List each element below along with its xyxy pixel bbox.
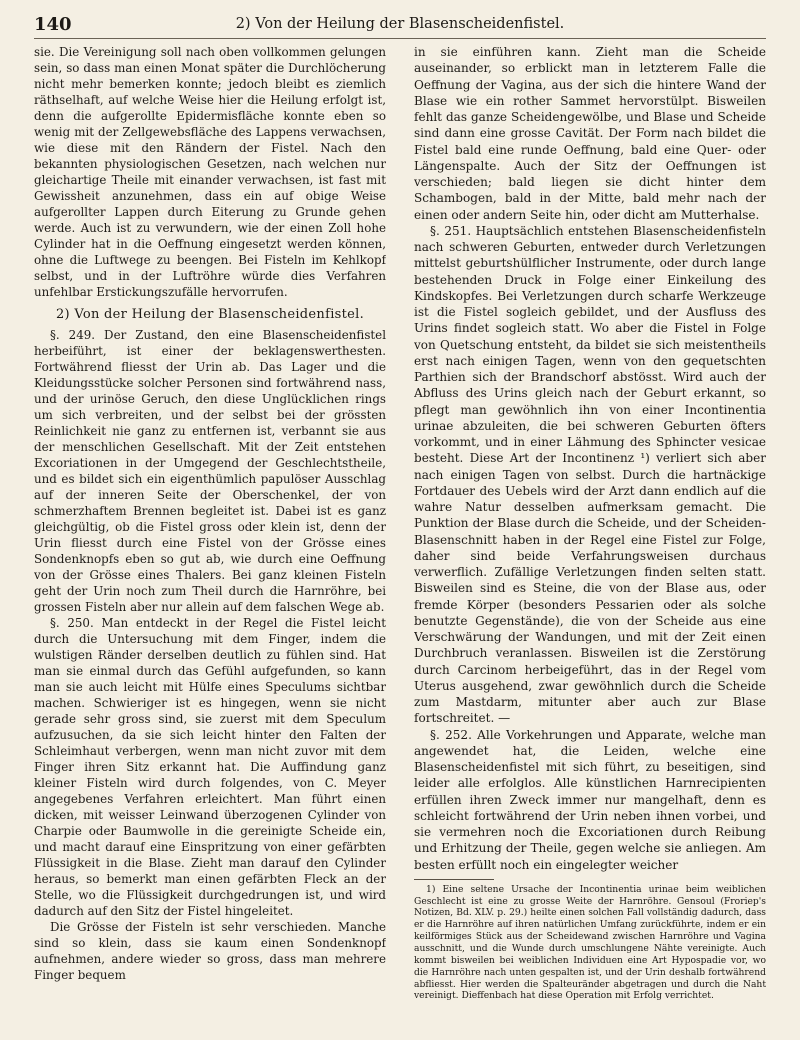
paragraph-251: §. 251. Hauptsächlich entstehen Blasenscheidenfisteln nach schweren Geburten, entweder durch Verletzungen mittelst geburtshülflicher Instrumente, oder durch lange bestehenden Druck in Folge einer Einkeilung des Kindskopfes. Bei Verletzungen durch scharfe Werkzeuge ist die Fistel sogleich gebildet, und der Ausfluss des Urins findet sogleich statt. Wo aber die Fistel in Folge von Quetschung entsteht, da bildet sie sich meistentheils erst nach einigen Tagen, wenn von den gequetschten Parthien sich der Brandschorf abstösst. Wird auch der Abfluss des Urins gleich nach der Geburt erkannt, so pflegt man gewöhnlich ihn von einer Incontinentia urinae abzuleiten, die bei schweren Geburten öfters vorkommt, und in einer Lähmung des Sphincter vesicae besteht. Diese Art der Incontinenz ¹) verliert sich aber nach einigen Tagen von selbst. Durch die hartnäckige Fortdauer des Uebels wird der Arzt dann endlich auf die wahre Natur desselben aufmerksam gemacht. Die Punktion der Blase durch die Scheide, und der Scheiden-Blasenschnitt haben in der Regel eine Fistel zur Folge, daher sind beide Verfahrungsweisen durchaus verwerflich. Zufällige Verletzungen finden selten statt. Bisweilen sind es Steine, die von der Blase aus, oder fremde Körper (besonders Pessarien oder als solche benutzte Gegenstände), die von der Scheide aus eine Verschwärung der Wandungen, und mit der Zeit einen Durchbruch veranlassen. Bisweilen ist die Zerstörung durch Carcinom herbeigeführt, das in der Regel vom Uterus ausgehend, zwar gewöhnlich durch die Scheide zum Mastdarm, mitunter aber auch zur Blase fortschreitet. — bbox=[414, 223, 766, 726]
paragraph-249: §. 249. Der Zustand, den eine Blasenscheidenfistel herbeiführt, ist einer der beklagenswerthesten. Fortwährend fliesst der Urin ab. Das Lager und die Kleidungsstücke solcher Personen sind fortwährend nass, und der urinöse Geruch, den diese Unglücklichen rings um sich verbreiten, und der selbst bei der grössten Reinlichkeit nie ganz zu entfernen ist, verbannt sie aus der menschlichen Gesellschaft. Mit der Zeit entstehen Excoriationen in der Umgegend der Geschlechtstheile, und es bildet sich ein eigenthümlich papulöser Ausschlag auf der inneren Seite der Oberschenkel, der von schmerzhaftem Brennen begleitet ist. Dabei ist es ganz gleichgültig, ob die Fistel gross oder klein ist, denn der Urin fliesst durch eine Fistel von der Grösse eines Sondenknopfs eben so gut ab, wie durch eine Oeffnung von der Grösse eines Thalers. Bei ganz kleinen Fisteln geht der Urin noch zum Theil durch die Harnröhre, bei grossen Fisteln aber nur allein auf dem falschen Wege ab. bbox=[34, 328, 386, 614]
footnote-rule bbox=[414, 879, 494, 880]
right-column bbox=[414, 44, 766, 1026]
page-header bbox=[34, 14, 766, 39]
paragraph-250: §. 250. Man entdeckt in der Regel die Fistel leicht durch die Untersuchung mit dem Finger, indem die wulstigen Ränder derselben deutlich zu fühlen sind. Hat man sie einmal durch das Gefühl aufgefunden, so kann man sie auch leicht mit Hülfe eines Speculums sichtbar machen. Schwieriger ist es hingegen, wenn sie nicht gerade sehr gross sind, sie zuerst mit dem Speculum aufzusuchen, da sie sich leicht hinter den Falten der Schleimhaut verbergen, wenn man nicht zuvor mit dem Finger ihren Sitz erkannt hat. Die Auffindung ganz kleiner Fisteln wird durch folgendes, von C. Meyer angegebenes Verfahren erleichtert. Man führt einen dicken, mit weisser Leinwand überzogenen Cylinder von Charpie oder Baumwolle in die gereinigte Scheide ein, und macht darauf eine Einspritzung von einer gefärbten Flüssigkeit in die Blase. Zieht man darauf den Cylinder heraus, so bemerkt man einen gefärbten Fleck an der Stelle, wo die Flüssigkeit durchgedrungen ist, und wird dadurch auf den Sitz der Fistel hingeleitet. bbox=[34, 616, 386, 918]
paragraph-250-size: Die Grösse der Fisteln ist sehr verschieden. Manche sind so klein, dass sie kaum einen Sondenknopf aufnehmen, andere wieder so gross, dass man mehrere Finger bequem bbox=[34, 920, 386, 982]
paragraph-continuation: sie. Die Vereinigung soll nach oben vollkommen gelungen sein, so dass man einen Monat später die Durchlöcherung nicht mehr bemerken konnte; jedoch bleibt es ziemlich räthselhaft, auf welche Weise hier die Heilung erfolgt ist, denn die aufgerollte Epidermisfläche konnte eben so wenig mit der Zellgewebsfläche des Lappens verwachsen, wie diese mit den Rändern der Fistel. Nach den bekannten physiologischen Gesetzen, nach welchen nur gleichartige Theile mit einander verwachsen, ist fast mit Gewissheit anzunehmen, dass ein auf obige Weise aufgerollter Lappen durch Eiterung zu Grunde gehen werde. Auch ist zu verwundern, wie der einen Zoll hohe Cylinder hat in die Oeffnung eingesetzt werden können, ohne die Luftwege zu beengen. Bei Fisteln im Kehlkopf selbst, und in der Luftröhre würde dies Verfahren unfehlbar Erstickungszufälle hervorrufen. bbox=[34, 45, 386, 299]
text-columns bbox=[34, 44, 766, 1026]
page-number: 140 bbox=[34, 14, 72, 35]
left-column bbox=[34, 44, 386, 1026]
footnote: 1) Eine seltene Ursache der Incontinentia urinae beim weiblichen Geschlecht ist eine zu grosse Weite der Harnröhre. Gensoul (Froriep's Notizen, Bd. XLV. p. 29.) heilte einen solchen Fall vollständig dadurch, dass er die Harnröhre auf ihren natürlichen Umfang zurückführte, indem er ein keilförmiges Stück aus der Scheidewand zwischen Harnröhre und Vagina ausschnitt, und die Wunde durch umschlungene Nähte vereinigte. Auch kommt bisweilen bei weiblichen Individuen eine Art Hypospadie vor, wo die Harnröhre nach unten gespalten ist, und der Urin deshalb fortwährend abfliesst. Hier werden die Spalteuränder abgetragen und durch die Naht vereinigt. Dieffenbach hat diese Operation mit Erfolg verrichtet. bbox=[414, 883, 766, 1002]
section-heading: 2) Von der Heilung der Blasenscheidenfistel. bbox=[55, 307, 365, 322]
paragraph-continuation-right: in sie einführen kann. Zieht man die Scheide auseinander, so erblickt man in letzterem Falle die Oeffnung der Vagina, aus der sich die hintere Wand der Blase wie ein rother Sammet hervorstülpt. Bisweilen fehlt das ganze Scheidengewölbe, und Blase und Scheide sind dann eine grosse Cavität. Der Form nach bildet die Fistel bald eine runde Oeffnung, bald eine Quer- oder Längenspalte. Auch der Sitz der Oeffnungen ist verschieden; bald liegen sie dicht hinter dem Schambogen, bald in der Mitte, bald mehr nach der einen oder andern Seite hin, oder dicht am Mutterhalse. bbox=[414, 45, 766, 222]
book-page bbox=[34, 14, 766, 1026]
paragraph-252: §. 252. Alle Vorkehrungen und Apparate, welche man angewendet hat, die Leiden, welche eine Blasenscheidenfistel mit sich führt, zu beseitigen, sind leider alle erfolglos. Alle künstlichen Harnrecipienten erfüllen ihren Zweck immer nur mangelhaft, denn es schleicht fortwährend der Urin neben ihnen vorbei, und sie vermehren noch die Excoriationen durch Reibung und Erhitzung der Theile, gegen welche sie anliegen. Am besten erfüllt noch ein eingelegter weicher bbox=[414, 727, 766, 872]
running-head: 2) Von der Heilung der Blasenscheidenfistel. bbox=[235, 16, 565, 32]
